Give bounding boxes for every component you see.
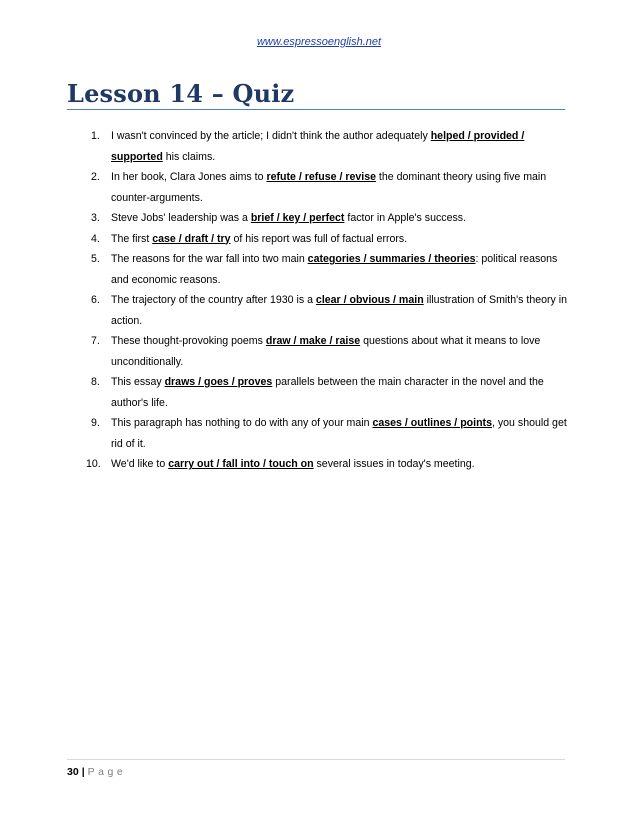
question-text-before: The trajectory of the country after 1930 is a <box>111 294 316 306</box>
question-number: 4. <box>91 232 100 245</box>
page-number: 30 <box>67 766 79 778</box>
question-text-after: questions about what it means to love unconditionally. <box>111 335 541 368</box>
question-text-after: his claims. <box>162 150 216 163</box>
quiz-question <box>67 249 567 290</box>
question-text-before: We'd like to <box>111 458 169 470</box>
lesson-title: Lesson 14 – Quiz <box>67 79 295 108</box>
question-text-after: parallels between the main character in the novel and the author's life. <box>111 376 544 409</box>
question-number: 7. <box>91 335 100 347</box>
answer-choices: refute / refuse / revise <box>266 171 376 183</box>
question-text-before: Steve Jobs' leadership was a <box>111 212 251 224</box>
answer-choices: draws / goes / proves <box>164 376 273 388</box>
question-number: 6. <box>91 294 100 306</box>
footer-divider <box>67 759 565 760</box>
answer-choices: clear / obvious / main <box>315 294 424 306</box>
question-text-after: of his report was full of factual errors. <box>230 232 408 245</box>
page-footer <box>67 766 126 778</box>
question-number: 8. <box>91 376 100 388</box>
quiz-question <box>67 126 567 167</box>
question-text-after: the dominant theory using five main counter-arguments. <box>111 171 547 204</box>
question-number: 2. <box>91 171 100 183</box>
answer-choices: case / draft / try <box>152 232 231 245</box>
question-number: 10. <box>86 458 101 470</box>
page-label: Page <box>87 766 127 778</box>
answer-choices: draw / make / raise <box>265 335 361 347</box>
question-text-after: : political reasons and economic reasons. <box>111 253 558 286</box>
quiz-question <box>67 413 567 454</box>
quiz-question <box>67 372 567 413</box>
quiz-question <box>67 454 567 475</box>
answer-choices: categories / summaries / theories <box>307 253 476 265</box>
question-number: 9. <box>91 417 100 429</box>
question-text-before: These thought-provoking poems <box>111 335 266 347</box>
website-link[interactable]: www.espressoenglish.net <box>256 36 382 48</box>
answer-choices: helped / provided / supported <box>111 130 525 163</box>
question-number: 1. <box>91 130 100 142</box>
quiz-question <box>67 167 567 208</box>
question-text-after: factor in Apple's success. <box>344 212 467 224</box>
question-text-after: , you should get rid of it. <box>111 417 567 450</box>
quiz-question <box>67 229 567 250</box>
answer-choices: cases / outlines / points <box>372 417 492 429</box>
quiz-question <box>67 331 567 372</box>
question-number: 3. <box>91 212 100 224</box>
question-text-before: I wasn't convinced by the article; I didn't think the author adequately <box>111 130 431 142</box>
quiz-question <box>67 290 567 331</box>
question-number: 5. <box>91 253 100 265</box>
footer-separator: | <box>81 766 85 778</box>
question-text-after: illustration of Smith's theory in action. <box>111 294 568 327</box>
question-text-after: several issues in today's meeting. <box>313 458 475 470</box>
question-text-before: The reasons for the war fall into two main <box>111 253 308 265</box>
quiz-list <box>67 126 567 475</box>
question-text-before: In her book, Clara Jones aims to <box>111 171 267 183</box>
quiz-question <box>67 208 567 229</box>
answer-choices: brief / key / perfect <box>250 212 345 224</box>
question-text-before: The first <box>111 232 153 245</box>
title-underline <box>67 109 565 110</box>
answer-choices: carry out / fall into / touch on <box>168 458 314 470</box>
question-text-before: This essay <box>111 376 165 388</box>
question-text-before: This paragraph has nothing to do with any of your main <box>111 417 373 429</box>
